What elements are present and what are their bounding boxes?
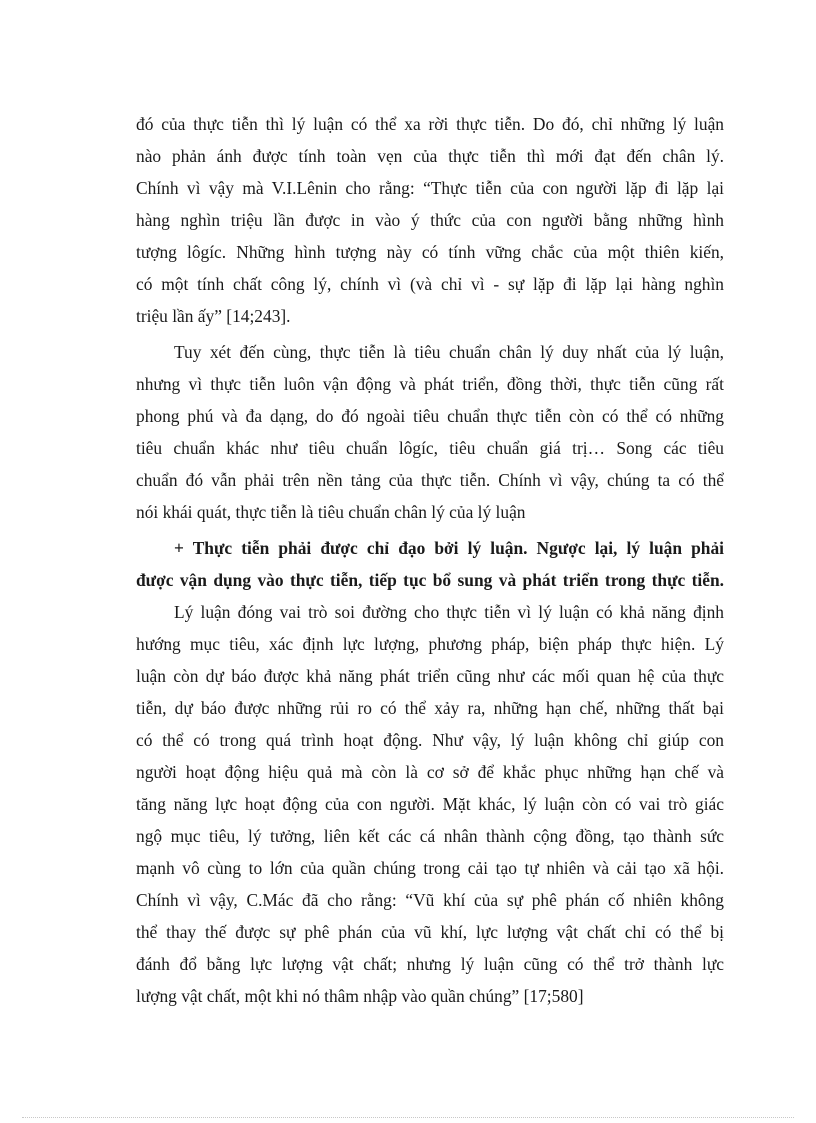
- text-line: đánh đổ bằng lực lượng vật chất; nhưng lý luận cũng có thể trở thành lực: [136, 954, 724, 974]
- document-page: [136, 108, 724, 1012]
- text-line: nói khái quát, thực tiễn là tiêu chuẩn chân lý của lý luận: [136, 502, 526, 522]
- text-line: tượng lôgíc. Những hình tượng này có tính vững chắc của một thiên kiến,: [136, 242, 724, 262]
- text-line: hàng nghìn triệu lần được in vào ý thức của con người bằng những hình: [136, 210, 724, 230]
- text-line: Lý luận đóng vai trò soi đường cho thực tiễn vì lý luận có khả năng định: [174, 602, 724, 622]
- text-line: lượng vật chất, một khi nó thâm nhập vào quần chúng” [17;580]: [136, 986, 584, 1006]
- text-line: nào phản ánh được tính toàn vẹn của thực tiễn thì mới đạt đến chân lý.: [136, 146, 724, 166]
- heading-prefix: +: [174, 538, 193, 558]
- page-bottom-divider: [22, 1117, 794, 1118]
- paragraph-practice-criterion: [136, 336, 724, 528]
- text-line: triệu lần ấy” [14;243].: [136, 306, 291, 326]
- paragraph-theory-role: [136, 596, 724, 1012]
- heading-line: [136, 532, 724, 564]
- text-line: có một tính chất công lý, chính vì (và chỉ vì - sự lặp đi lặp lại hàng nghìn: [136, 274, 724, 294]
- text-line: đó của thực tiễn thì lý luận có thể xa rời thực tiễn. Do đó, chỉ những lý luận: [136, 114, 724, 134]
- text-line: luận còn dự báo được khả năng phát triển cũng như các mối quan hệ của thực: [136, 666, 724, 686]
- text-line: tiêu chuẩn khác như tiêu chuẩn lôgíc, tiêu chuẩn giá trị… Song các tiêu: [136, 438, 724, 458]
- text-line: tiễn, dự báo được những rủi ro có thể xảy ra, những hạn chế, những thất bại: [136, 698, 724, 718]
- heading-text: Thực tiễn phải được chỉ đạo bởi lý luận. Ngược lại, lý luận phải: [192, 538, 724, 558]
- text-line: người hoạt động hiệu quả mà còn là cơ sở để khắc phục những hạn chế và: [136, 762, 724, 782]
- paragraph-continuation: [136, 108, 724, 332]
- text-line: ngộ mục tiêu, lý tưởng, liên kết các cá nhân thành cộng đồng, tạo thành sức: [136, 826, 724, 846]
- text-line: phong phú và đa dạng, do đó ngoài tiêu chuẩn thực tiễn còn có thể có những: [136, 406, 724, 426]
- text-line: nhưng vì thực tiễn luôn vận động và phát triển, đồng thời, thực tiễn cũng rất: [136, 374, 724, 394]
- text-line: Chính vì vậy mà V.I.Lênin cho rằng: “Thực tiễn của con người lặp đi lặp lại: [136, 178, 724, 198]
- text-line: Tuy xét đến cùng, thực tiễn là tiêu chuẩn chân lý duy nhất của lý luận,: [174, 342, 724, 362]
- text-line: Chính vì vậy, C.Mác đã cho rằng: “Vũ khí của sự phê phán cố nhiên không: [136, 890, 724, 910]
- text-line: tăng năng lực hoạt động của con người. Mặt khác, lý luận còn có vai trò giác: [136, 794, 724, 814]
- heading-line: được vận dụng vào thực tiễn, tiếp tục bổ sung và phát triển trong thực tiễn.: [136, 570, 724, 590]
- section-heading: [136, 532, 724, 596]
- text-line: hướng mục tiêu, xác định lực lượng, phương pháp, biện pháp thực hiện. Lý: [136, 634, 724, 654]
- text-line: mạnh vô cùng to lớn của quần chúng trong cải tạo tự nhiên và cải tạo xã hội.: [136, 858, 724, 878]
- text-line: có thể có trong quá trình hoạt động. Như vậy, lý luận không chỉ giúp con: [136, 730, 724, 750]
- text-line: thể thay thế được sự phê phán của vũ khí, lực lượng vật chất chỉ có thể bị: [136, 922, 724, 942]
- text-line: chuẩn đó vẫn phải trên nền tảng của thực tiễn. Chính vì vậy, chúng ta có thể: [136, 470, 724, 490]
